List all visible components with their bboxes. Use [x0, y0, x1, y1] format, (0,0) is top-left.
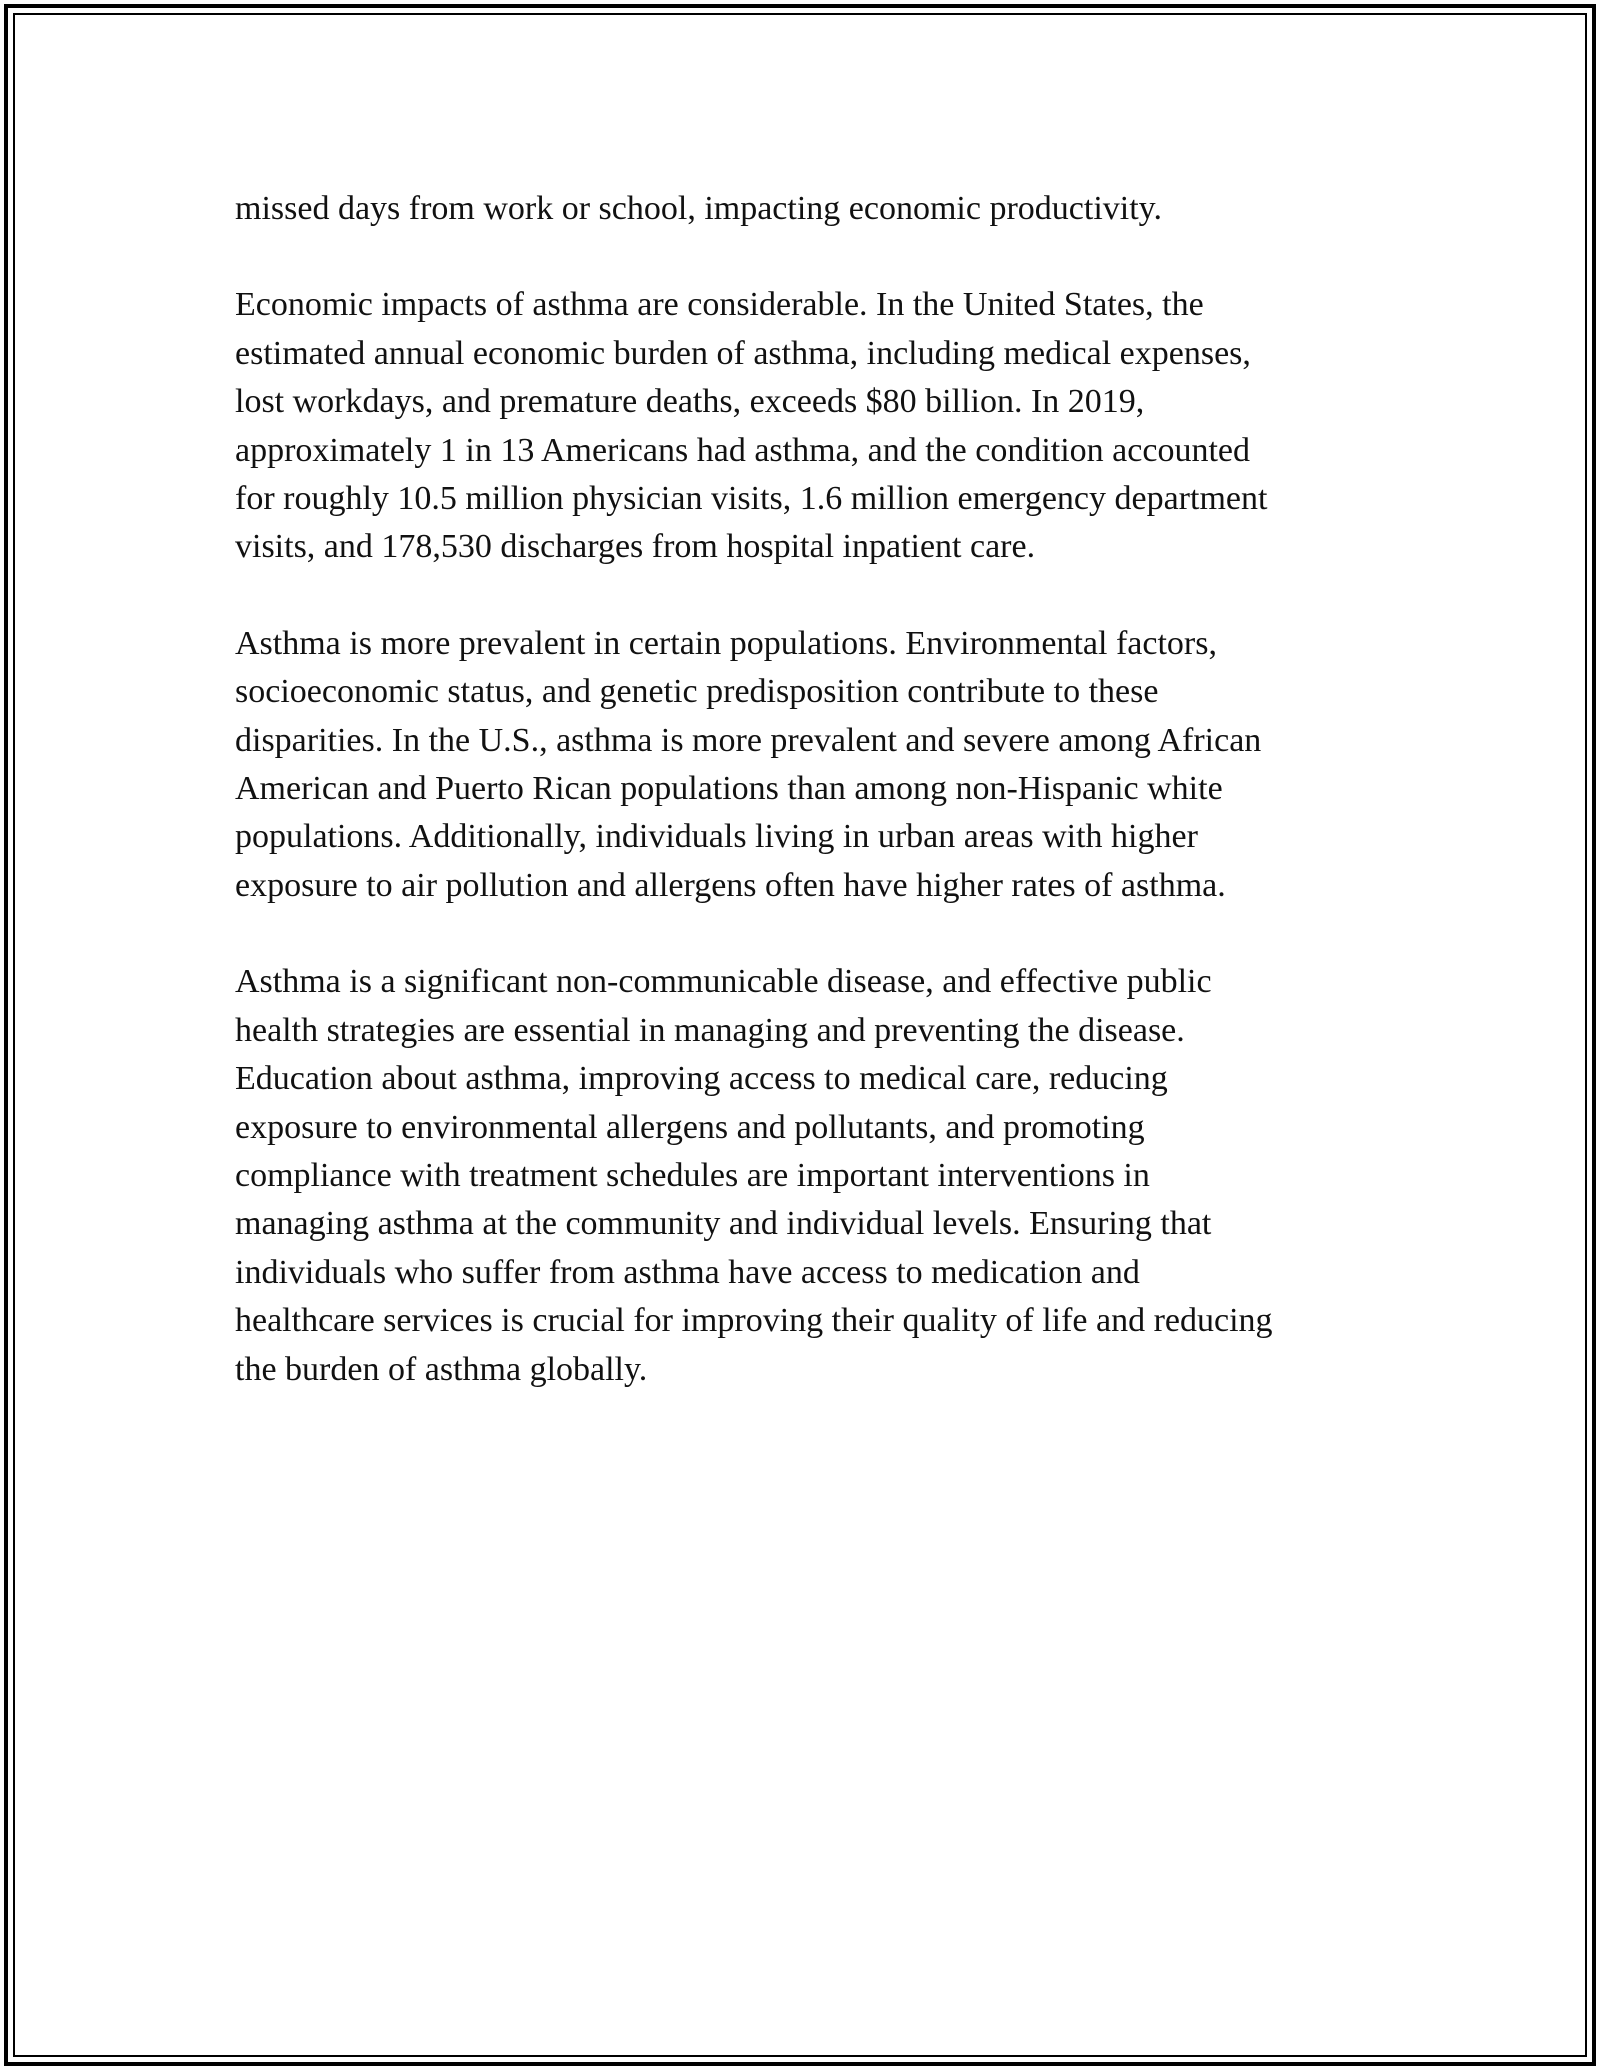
text-line: Asthma is a significant non-communicable disease, and effective public	[235, 963, 1212, 1001]
text-line: Asthma is more prevalent in certain populations. Environmental factors,	[235, 624, 1217, 662]
paragraph-productivity	[235, 185, 1365, 233]
text-line: exposure to air pollution and allergens often have higher rates of asthma.	[235, 866, 1226, 904]
text-line: individuals who suffer from asthma have access to medication and	[235, 1253, 1140, 1291]
text-line: Education about asthma, improving access to medical care, reducing	[235, 1060, 1168, 1098]
text-line: estimated annual economic burden of asthma, including medical expenses,	[235, 334, 1251, 372]
text-line: health strategies are essential in managing and preventing the disease.	[235, 1011, 1185, 1049]
text-line: managing asthma at the community and individual levels. Ensuring that	[235, 1205, 1212, 1243]
text-line: approximately 1 in 13 Americans had asthma, and the condition accounted	[235, 431, 1250, 469]
text-line: compliance with treatment schedules are important interventions in	[235, 1156, 1150, 1194]
text-line: Economic impacts of asthma are considerable. In the United States, the	[235, 286, 1204, 324]
text-line: for roughly 10.5 million physician visits, 1.6 million emergency department	[235, 480, 1268, 518]
text-line: populations. Additionally, individuals living in urban areas with higher	[235, 818, 1198, 856]
document-body	[235, 185, 1365, 1442]
text-line: exposure to environmental allergens and pollutants, and promoting	[235, 1108, 1145, 1146]
text-line: missed days from work or school, impacting economic productivity.	[235, 190, 1162, 227]
text-line: socioeconomic status, and genetic predisposition contribute to these	[235, 673, 1159, 711]
text-line: disparities. In the U.S., asthma is more prevalent and severe among African	[235, 721, 1262, 759]
text-line: visits, and 178,530 discharges from hospital inpatient care.	[235, 528, 1036, 566]
text-line: the burden of asthma globally.	[235, 1350, 648, 1388]
paragraph-prevalence-disparities	[235, 620, 1365, 910]
text-line: lost workdays, and premature deaths, exceeds $80 billion. In 2019,	[235, 383, 1145, 421]
text-line: healthcare services is crucial for improving their quality of life and reducing	[235, 1302, 1273, 1340]
text-line: American and Puerto Rican populations than among non-Hispanic white	[235, 770, 1223, 808]
paragraph-economic-impacts	[235, 281, 1365, 571]
paragraph-public-health-strategies	[235, 958, 1365, 1394]
